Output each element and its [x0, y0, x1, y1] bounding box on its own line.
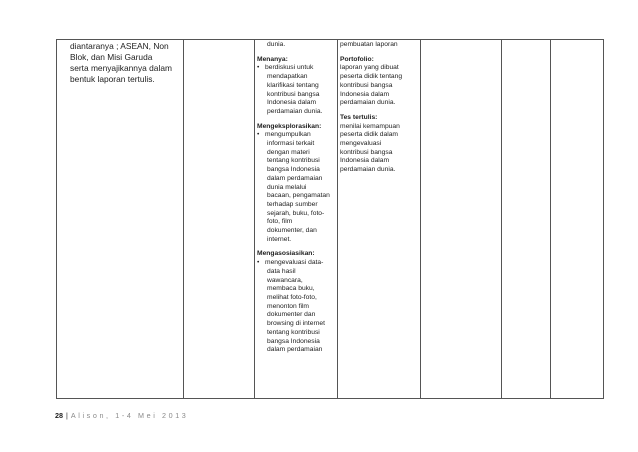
table-cell-learning-activities	[255, 40, 338, 399]
test-line: peserta didik dalam	[340, 131, 398, 139]
bullet-continuation: tentang kontribusi	[267, 157, 320, 165]
bullet-text: berdiskusi untuk	[265, 64, 314, 72]
footer-separator: |	[66, 411, 68, 420]
page-number: 28	[55, 411, 63, 420]
bullet-continuation: dunia melalui	[267, 183, 307, 191]
page-footer	[55, 411, 188, 420]
table-cell-empty-7	[551, 40, 604, 399]
test-line: perdamaian dunia.	[340, 166, 396, 174]
bullet-continuation: foto, film	[267, 218, 293, 226]
bullet-continuation: perdamaian dunia.	[267, 107, 323, 115]
bullet-continuation: membaca buku,	[267, 285, 315, 293]
portfolio-line: peserta didik tentang	[340, 73, 403, 81]
section-heading: Mengasosiasikan:	[257, 250, 315, 258]
test-heading: Tes tertulis:	[340, 113, 378, 121]
bullet-item	[257, 64, 336, 73]
bullet-continuation: kontribusi bangsa	[267, 90, 320, 98]
bullet-continuation: terhadap sumber	[267, 200, 318, 208]
test-line: mengevaluasi	[340, 140, 382, 148]
bullet-icon: •	[257, 259, 260, 267]
test-line: Indonesia dalam	[340, 157, 390, 165]
bullet-continuation: mendapatkan	[267, 73, 308, 81]
test-line: menilai kemampuan	[340, 122, 400, 130]
bullet-continuation: tentang kontribusi	[267, 328, 320, 336]
material-line: bentuk laporan tertulis.	[70, 74, 155, 84]
bullet-continuation: Indonesia dalam	[267, 99, 317, 107]
bullet-text: mengevaluasi data-	[265, 259, 324, 267]
bullet-continuation: melihat foto-foto,	[267, 293, 317, 301]
footer-text: Alison, 1-4 Mei 2013	[70, 411, 189, 420]
bullet-continuation: klarifikasi tentang	[267, 81, 319, 89]
bullet-continuation: informasi terkait	[267, 140, 315, 148]
bullet-icon: •	[257, 131, 260, 139]
table-row	[57, 40, 604, 399]
portfolio-line: laporan yang dibuat	[340, 64, 399, 72]
bullet-continuation: dokumenter dan	[267, 311, 316, 319]
bullet-continuation: menonton film	[267, 302, 310, 310]
bullet-continuation: bangsa Indonesia	[267, 337, 320, 345]
bullet-text: mengumpulkan	[265, 131, 311, 139]
material-text	[57, 40, 183, 398]
continued-text: pembuatan laporan	[340, 41, 398, 48]
bullet-item	[257, 131, 336, 140]
material-line: Blok, dan Misi Garuda	[70, 52, 153, 62]
portfolio-line: Indonesia dalam	[340, 90, 390, 98]
table-cell-empty-2	[184, 40, 255, 399]
bullet-continuation: dalam perdamaian	[267, 346, 323, 354]
material-line: diantaranya ; ASEAN, Non	[70, 41, 169, 51]
test-line: kontribusi bangsa	[340, 148, 393, 156]
continued-text: dunia.	[267, 41, 286, 48]
table-cell-empty-5	[421, 40, 502, 399]
bullet-continuation: data hasil	[267, 267, 296, 275]
bullet-continuation: dalam perdamaian	[267, 174, 323, 182]
portfolio-line: kontribusi bangsa	[340, 81, 393, 89]
bullet-item	[257, 259, 336, 268]
bullet-continuation: dokumenter, dan	[267, 227, 317, 235]
table-cell-empty-6	[502, 40, 551, 399]
bullet-continuation: sejarah, buku, foto-	[267, 209, 325, 217]
bullet-continuation: wawancara,	[267, 276, 303, 284]
bullet-continuation: bangsa Indonesia	[267, 166, 320, 174]
section-heading: Menanya:	[257, 55, 288, 63]
portfolio-heading: Portofolio:	[340, 55, 374, 63]
table-cell-assessment	[338, 40, 421, 399]
portfolio-line: perdamaian dunia.	[340, 99, 396, 107]
bullet-continuation: browsing di internet	[267, 320, 325, 328]
table-cell-material	[57, 40, 184, 399]
lesson-plan-table	[56, 39, 604, 399]
material-line: serta menyajikannya dalam	[70, 63, 172, 73]
section-heading: Mengeksplorasikan:	[257, 122, 322, 130]
bullet-continuation: dengan materi	[267, 148, 310, 156]
bullet-continuation: bacaan, pengamatan	[267, 192, 330, 200]
assessment	[338, 40, 420, 398]
bullet-icon: •	[257, 64, 260, 72]
learning-activities	[255, 40, 337, 398]
bullet-continuation: internet.	[267, 235, 292, 243]
